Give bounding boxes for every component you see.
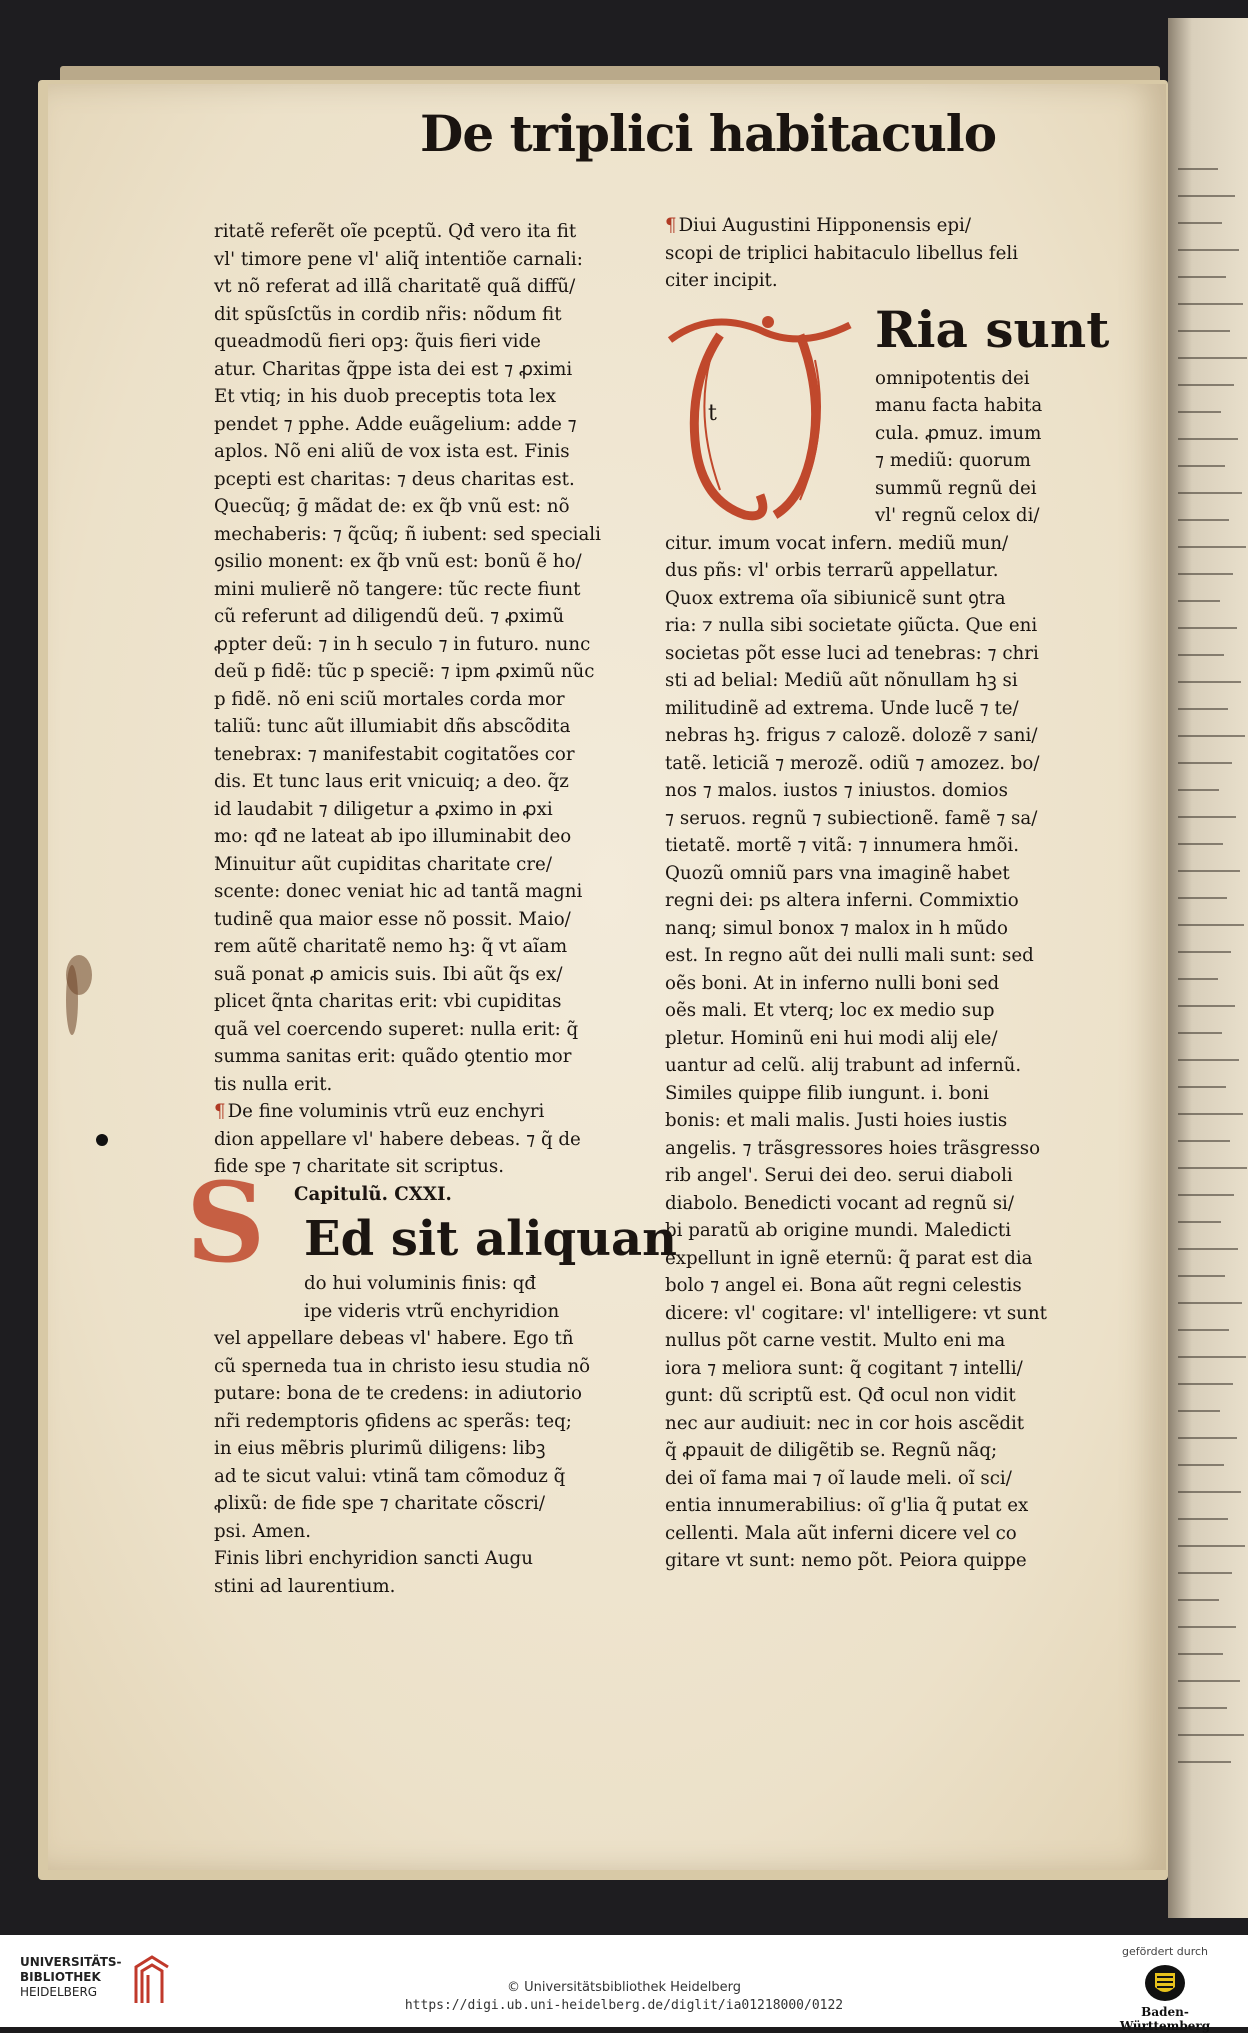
adjacent-page-line — [1178, 1383, 1233, 1385]
adjacent-page-line — [1178, 816, 1236, 818]
text-line: angelis. ⁊ trãsgressores hoies trãsgresso — [665, 1137, 1041, 1159]
adjacent-page-line — [1178, 438, 1238, 440]
text-line: cũ sperneda tua in christo iesu studia nõ — [214, 1355, 591, 1377]
text-line: p fidẽ. nõ eni sciũ mortales corda mor — [214, 688, 565, 710]
adjacent-page-line — [1178, 222, 1222, 224]
text-line: pletur. Hominũ eni hui modi alij ele/ — [665, 1027, 998, 1049]
text-line: bolo ⁊ angel ei. Bona aũt regni celestis — [665, 1275, 1022, 1296]
text-line: cũ referunt ad diligendũ deũ. ⁊ ꝓximũ — [214, 606, 565, 627]
sponsor-label: gefördert durch — [1121, 1945, 1209, 1958]
adjacent-page-line — [1178, 1221, 1221, 1223]
rubric-line: citer incipit. — [665, 270, 778, 291]
adjacent-page-line — [1178, 357, 1247, 359]
adjacent-page-line — [1178, 1410, 1220, 1412]
text-line: Quozũ omniũ pars vna imaginẽ habet — [665, 862, 1010, 884]
red-initial-t — [650, 300, 865, 530]
text-line: ⁊ seruos. regnũ ⁊ subiectionẽ. famẽ ⁊ sa/ — [665, 807, 1038, 829]
adjacent-page-line — [1178, 1059, 1239, 1061]
text-line: q̃ ꝓpauit de diligẽtib se. Regnũ nãq; — [665, 1440, 998, 1461]
copyright-text: © Universitätsbibliothek Heidelberg — [506, 1980, 741, 1995]
text-line: dis. Et tunc laus erit vnicuiq; a deo. q̃z — [214, 771, 569, 792]
adjacent-page-line — [1178, 843, 1223, 845]
adjacent-page-line — [1178, 897, 1227, 899]
rubric-line: scopi de triplici habitaculo libellus feli — [665, 242, 1019, 264]
text-line: cula. ꝓmuz. imum — [875, 422, 1042, 444]
ink-dot — [96, 1134, 108, 1146]
text-line: vel appellare debeas vl' habere. Ego tñ — [214, 1328, 574, 1349]
adjacent-page-line — [1178, 1626, 1236, 1628]
svg-text:t: t — [708, 401, 717, 426]
adjacent-page-line — [1178, 546, 1246, 548]
text-line: Quecũq; ḡ mãdat de: ex q̃b vnũ est: nõ — [214, 496, 570, 517]
text-line: tis nulla erit. — [214, 1073, 333, 1095]
text-line: entia innumerabilius: oĩ g'lia q̃ putat ex — [665, 1495, 1029, 1516]
adjacent-page-line — [1178, 762, 1232, 764]
text-line: ad te sicut valui: vtinã tam cõmoduz q̃ — [214, 1465, 566, 1487]
running-head: De triplici habitaculo — [420, 104, 997, 163]
adjacent-page-line — [1178, 600, 1220, 602]
adjacent-page-line — [1178, 1140, 1230, 1142]
text-line: oẽs boni. At in inferno nulli boni sed — [665, 972, 1000, 994]
chapter-heading: Capitulũ. CXXI. — [294, 1183, 452, 1205]
text-line: nr̃i redemptoris ꝯfidens ac sperãs: teq; — [214, 1410, 572, 1432]
left-text-column — [214, 218, 678, 1600]
text-line: pendet ⁊ pphe. Adde euãgelium: adde ⁊ — [214, 413, 577, 435]
text-line: bonis: et mali malis. Justi hoies iustis — [665, 1110, 1008, 1131]
text-line: ꝓlixũ: de fide spe ⁊ charitate cõscri/ — [214, 1493, 545, 1514]
adjacent-page-line — [1178, 1194, 1234, 1196]
text-line: rem aũtẽ charitatẽ nemo hꝫ: q̃ vt aĩam — [214, 936, 568, 957]
adjacent-page-line — [1178, 1113, 1243, 1115]
adjacent-page-line — [1178, 1167, 1247, 1169]
text-line: ꝓpter deũ: ⁊ in h seculo ⁊ in futuro. nunc — [214, 633, 591, 655]
adjacent-page-line — [1178, 1761, 1231, 1763]
text-line: summa sanitas erit: quãdo ꝯtentio mor — [214, 1046, 572, 1067]
text-line: deũ p fidẽ: tũc p speciẽ: ⁊ ipm ꝓximũ nũc — [214, 661, 595, 682]
text-line: in eius mẽbris plurimũ diligens: libꝫ — [214, 1438, 546, 1459]
adjacent-page-line — [1178, 708, 1228, 710]
adjacent-page-line — [1178, 1491, 1241, 1493]
text-line: manu facta habita — [875, 395, 1043, 416]
red-initial-s: S — [186, 1158, 266, 1287]
adjacent-page-line — [1178, 384, 1234, 386]
rubric-line: ¶ De fine voluminis vtrũ euz enchyri — [214, 1098, 624, 1126]
adjacent-page-line — [1178, 303, 1243, 305]
text-line: dei oĩ fama mai ⁊ oĩ laude meli. oĩ sci/ — [665, 1467, 1012, 1489]
adjacent-page-line — [1178, 924, 1244, 926]
opening-line: Ria sunt — [875, 299, 1110, 359]
text-line: militudinẽ ad extrema. Unde lucẽ ⁊ te/ — [665, 697, 1019, 719]
text-line: vt nõ referat ad illã charitatẽ quã diffũ/ — [214, 276, 576, 297]
text-line: expellunt in ignẽ eternũ: q̃ parat est dia — [665, 1247, 1033, 1269]
adjacent-page-line — [1178, 1734, 1244, 1736]
adjacent-page-line — [1178, 276, 1226, 278]
text-line: ꝯsilio monent: ex q̃b vnũ est: bonũ ẽ ho/ — [214, 551, 582, 572]
text-line: quã vel coercendo superet: nulla erit: q̃ — [214, 1018, 579, 1040]
rubric-line: dion appellare vl' habere debeas. ⁊ q̃ de — [214, 1128, 581, 1150]
text-line: Minuitur aũt cupiditas charitate cre/ — [214, 853, 552, 875]
adjacent-page-line — [1178, 1302, 1242, 1304]
adjacent-page-line — [1178, 1464, 1224, 1466]
text-line: societas põt esse luci ad tenebras: ⁊ chri — [665, 642, 1039, 664]
text-line: cellenti. Mala aũt inferni dicere vel co — [665, 1522, 1017, 1544]
text-line: nullus põt carne vestit. Multo eni ma — [665, 1330, 1006, 1351]
text-line: scente: donec veniat hic ad tantã magni — [214, 881, 583, 902]
adjacent-page-line — [1178, 492, 1242, 494]
adjacent-page-line — [1178, 1356, 1246, 1358]
adjacent-page-line — [1178, 681, 1241, 683]
text-line: aplos. Nõ eni aliũ de vox ista est. Finis — [214, 441, 570, 462]
library-name-line: UNIVERSITÄTS- — [20, 1955, 122, 1969]
sponsor-name: Baden-Württemberg — [1119, 2005, 1211, 2033]
text-line: nec aur audiuit: nec in cor hois ascẽdit — [665, 1412, 1025, 1434]
library-city-line: HEIDELBERG — [20, 1985, 98, 1999]
text-line: tenebrax: ⁊ manifestabit cogitatões cor — [214, 743, 575, 765]
text-line: atur. Charitas q̃ppe ista dei est ⁊ ꝓximi — [214, 358, 573, 380]
permalink[interactable]: https://digi.ub.uni-heidelberg.de/diglit/ia01218000/0122 — [404, 1998, 844, 2013]
adjacent-page-line — [1178, 654, 1224, 656]
rubric-line: ¶ Diui Augustini Hipponensis epi/ — [665, 212, 1073, 240]
text-line: queadmodũ fieri opꝫ: q̃uis fieri vide — [214, 331, 541, 352]
opening-line: Ed sit aliquan — [304, 1211, 678, 1267]
footer-bar — [0, 1935, 1248, 2033]
text-line: suã ponat ꝓ amicis suis. Ibi aũt q̃s ex/ — [214, 963, 563, 985]
text-line: do hui voluminis finis: qđ — [304, 1273, 537, 1294]
text-line: nebras hꝫ. frigus ⁊ calozẽ. dolozẽ ⁊ sani/ — [665, 725, 1038, 746]
text-line: ipe videris vtrũ enchyridion — [304, 1300, 560, 1322]
text-line: dicere: vl' cogitare: vl' intelligere: vt sunt — [665, 1302, 1047, 1324]
adjacent-page-line — [1178, 249, 1239, 251]
text-line: uantur ad celũ. alij trabunt ad infernũ. — [665, 1055, 1022, 1076]
text-line: ria: ⁊ nulla sibi societate ꝯiũcta. Que eni — [665, 615, 1038, 636]
text-line: citur. imum vocat infern. mediũ mun/ — [665, 532, 1009, 554]
text-line: diabolo. Benedicti vocant ad regnũ si/ — [665, 1192, 1014, 1214]
text-line: vl' timore pene vl' aliq̃ intentiõe carnali: — [214, 248, 583, 270]
text-line: mo: qđ ne lateat ab ipo illuminabit deo — [214, 826, 572, 847]
text-line: mini mulierẽ nõ tangere: tũc recte fiunt — [214, 578, 581, 600]
text-line: putare: bona de te credens: in adiutorio — [214, 1383, 582, 1404]
text-line: Et vtiq; in his duob preceptis tota lex — [214, 386, 556, 407]
adjacent-page-line — [1178, 1518, 1228, 1520]
text-line: Similes quippe filib iungunt. i. boni — [665, 1082, 989, 1104]
explicit-line: Finis libri enchyridion sancti Augu — [214, 1548, 533, 1569]
adjacent-page-line — [1178, 1707, 1227, 1709]
text-line: gunt: dũ scriptũ est. Qđ ocul non vidit — [665, 1385, 1016, 1406]
adjacent-page-line — [1178, 1275, 1225, 1277]
text-line: psi. Amen. — [214, 1520, 311, 1542]
adjacent-page-line — [1178, 1680, 1240, 1682]
adjacent-page-line — [1178, 195, 1235, 197]
text-line: tatẽ. leticiã ⁊ merozẽ. odiũ ⁊ amozez. bo/ — [665, 752, 1040, 774]
text-line: tudinẽ qua maior esse nõ possit. Maio/ — [214, 908, 571, 930]
explicit-line: stini ad laurentium. — [214, 1575, 396, 1597]
adjacent-page-line — [1178, 789, 1219, 791]
adjacent-page-line — [1178, 1248, 1238, 1250]
text-line: plicet q̃nta charitas erit: vbi cupiditas — [214, 991, 562, 1012]
text-line: taliũ: tunc aũt illumiabit dñs abscõdita — [214, 716, 571, 737]
ink-stain — [66, 965, 78, 1035]
adjacent-page-line — [1178, 1599, 1219, 1601]
text-line: oẽs mali. Et vterq; loc ex medio sup — [665, 1000, 995, 1021]
adjacent-page-line — [1178, 1653, 1223, 1655]
adjacent-page-line — [1178, 168, 1218, 170]
adjacent-page-line — [1178, 870, 1240, 872]
text-line: nanq; simul bonox ⁊ malox in h mũdo — [665, 917, 1008, 939]
coat-of-arms-icon — [1142, 1963, 1188, 2003]
adjacent-page-line — [1178, 1005, 1235, 1007]
adjacent-page-line — [1178, 1329, 1229, 1331]
text-line: tietatẽ. mortẽ ⁊ vitã: ⁊ innumera hmõi. — [665, 835, 1020, 856]
adjacent-page-line — [1178, 465, 1225, 467]
adjacent-page — [1168, 18, 1248, 1918]
adjacent-page-line — [1178, 1032, 1222, 1034]
text-line: est. In regno aũt dei nulli mali sunt: sed — [665, 945, 1034, 966]
text-line: Quox extrema oĩa sibiunicẽ sunt ꝯtra — [665, 587, 1006, 609]
rubric-line: fide spe ⁊ charitate sit scriptus. — [214, 1156, 504, 1177]
adjacent-page-line — [1178, 330, 1230, 332]
text-line: iora ⁊ meliora sunt: q̃ cogitant ⁊ intelli/ — [665, 1357, 1023, 1379]
text-line: mechaberis: ⁊ q̃cũq; ñ iubent: sed speciali — [214, 523, 601, 545]
library-name-line: BIBLIOTHEK — [20, 1970, 101, 1984]
text-line: sti ad belial: Mediũ aũt nõnullam hꝫ si — [665, 670, 1018, 691]
text-line: gitare vt sunt: nemo põt. Peiora quippe — [665, 1550, 1027, 1571]
text-line: bi paratũ ab origine mundi. Maledicti — [665, 1220, 1012, 1241]
text-line: nos ⁊ malos. iustos ⁊ iniustos. domios — [665, 780, 1008, 801]
adjacent-page-line — [1178, 978, 1218, 980]
text-line: ritatẽ referẽt oĩe pceptũ. Qđ vero ita fit — [214, 221, 577, 242]
text-line: dit spũsſctũs in cordib nr̃is: nõdum fit — [214, 303, 562, 325]
adjacent-page-line — [1178, 519, 1229, 521]
text-line: summũ regnũ dei — [875, 477, 1037, 499]
text-line: vl' regnũ celox di/ — [875, 505, 1040, 526]
adjacent-page-line — [1178, 573, 1233, 575]
adjacent-page-line — [1178, 1437, 1237, 1439]
adjacent-page-line — [1178, 627, 1237, 629]
adjacent-page-line — [1178, 1545, 1245, 1547]
adjacent-page-line — [1178, 1086, 1226, 1088]
text-line: rib angel'. Serui dei deo. serui diaboli — [665, 1165, 1013, 1186]
adjacent-page-line — [1178, 735, 1245, 737]
adjacent-page-line — [1178, 1572, 1232, 1574]
text-line: dus pñs: vl' orbis terrarũ appellatur. — [665, 560, 999, 581]
adjacent-page-line — [1178, 411, 1221, 413]
text-line: pcepti est charitas: ⁊ deus charitas est. — [214, 468, 575, 490]
text-line: id laudabit ⁊ diligetur a ꝓximo in ꝓxi — [214, 798, 553, 820]
adjacent-page-line — [1178, 951, 1231, 953]
text-line: omnipotentis dei — [875, 367, 1030, 389]
text-line: ⁊ mediũ: quorum — [875, 450, 1031, 471]
text-line: regni dei: ps altera inferni. Commixtio — [665, 890, 1019, 911]
